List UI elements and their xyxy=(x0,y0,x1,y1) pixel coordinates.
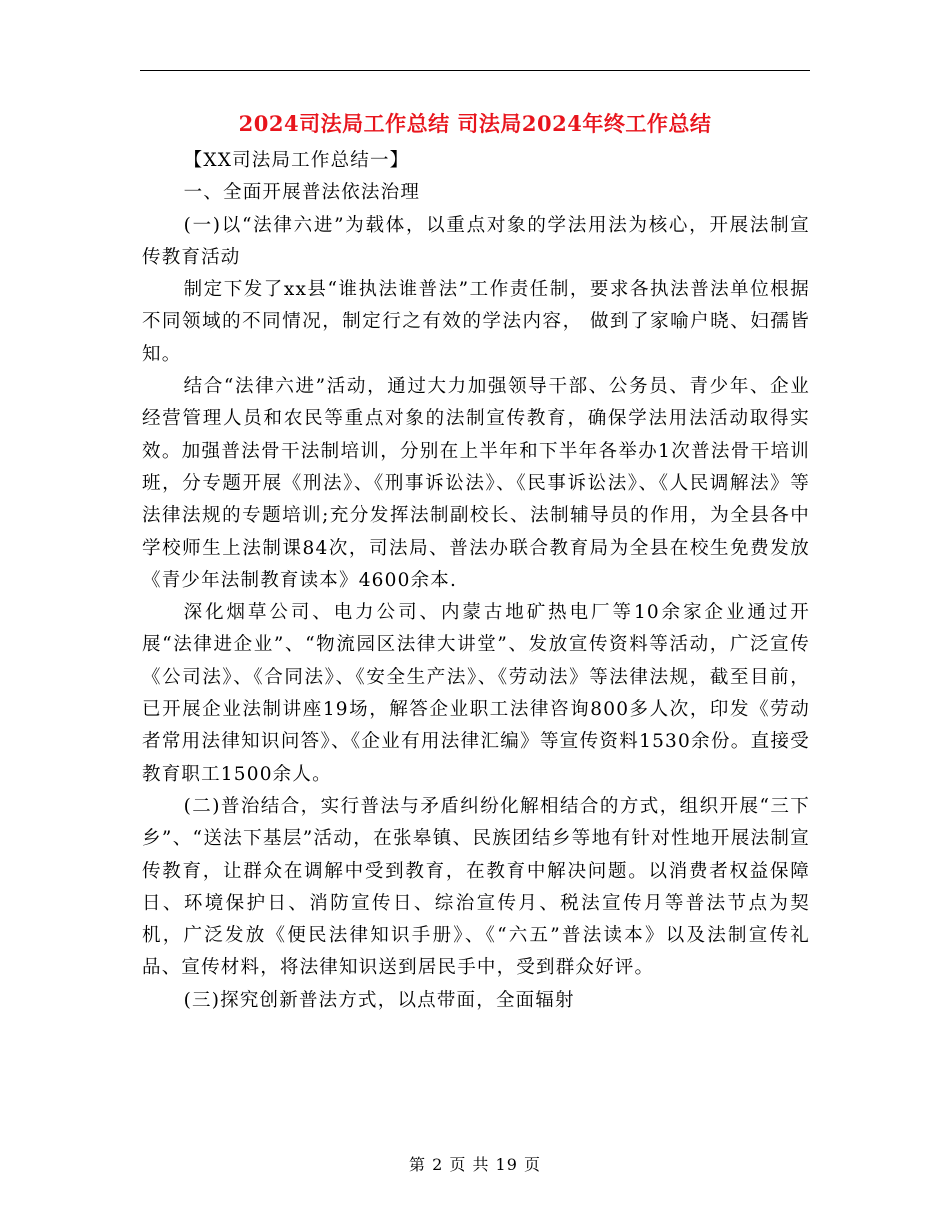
page-number: 第 2 页 共 19 页 xyxy=(409,1155,541,1174)
header-rule xyxy=(140,70,810,71)
chapter-heading: 一、全面开展普法依法治理 xyxy=(183,182,421,204)
section-heading: 【XX司法局工作总结一】 xyxy=(183,150,410,171)
subsection-heading: (三)探究创新普法方式，以点带面，全面辐射 xyxy=(183,989,575,1011)
body-paragraph: 制定下发了xx县“谁执法谁普法”工作责任制，要求各执法普法单位根据不同领域的不同情况，制定行之有效的学法内容， 做到了家喻户晓、妇孺皆知。 xyxy=(142,279,810,365)
body-paragraph: (二)普治结合，实行普法与矛盾纠纷化解相结合的方式，组织开展“三下乡”、“送法下基层”活动，在张皋镇、民族团结乡等地有针对性地开展法制宣传教育，让群众在调解中受到教育，在教育中解决问题。以消费者权益保障日、环境保护日、消防宣传日、综治宣传月、税法宣传月等普法节点为契机，广泛发放《便民法律知识手册》、《“六五”普法读本》以及法制宣传礼品、宣传材料，将法律知识送到居民手中，受到群众好评。 xyxy=(142,795,810,979)
body-paragraph: 深化烟草公司、电力公司、内蒙古地矿热电厂等10余家企业通过开展“法律进企业”、“物流园区法律大讲堂”、发放宣传资料等活动，广泛宣传《公司法》、《合同法》、《安全生产法》、《劳动法》等法律法规，截至目前，已开展企业法制讲座19场，解答企业职工法律咨询800多人次，印发《劳动者常用法律知识问答》、《企业有用法律汇编》等宣传资料1530余份。直接受教育职工1500余人。 xyxy=(142,602,810,785)
subsection-heading: (一)以“法律六进”为载体，以重点对象的学法用法为核心，开展法制宣传教育活动 xyxy=(142,214,810,268)
document-title: 2024司法局工作总结 司法局2024年终工作总结 xyxy=(238,111,712,136)
document-body xyxy=(142,145,810,1017)
body-paragraph: 结合“法律六进”活动，通过大力加强领导干部、公务员、青少年、企业经营管理人员和农民等重点对象的法制宣传教育，确保学法用法活动取得实效。加强普法骨干法制培训，分别在上半年和下半年各举办1次普法骨干培训班，分专题开展《刑法》、《刑事诉讼法》、《民事诉讼法》、《人民调解法》等法律法规的专题培训;充分发挥法制副校长、法制辅导员的作用，为全县各中学校师生上法制课84次，司法局、普法办联合教育局为全县在校生免费发放《青少年法制教育读本》4600余本. xyxy=(142,376,810,591)
